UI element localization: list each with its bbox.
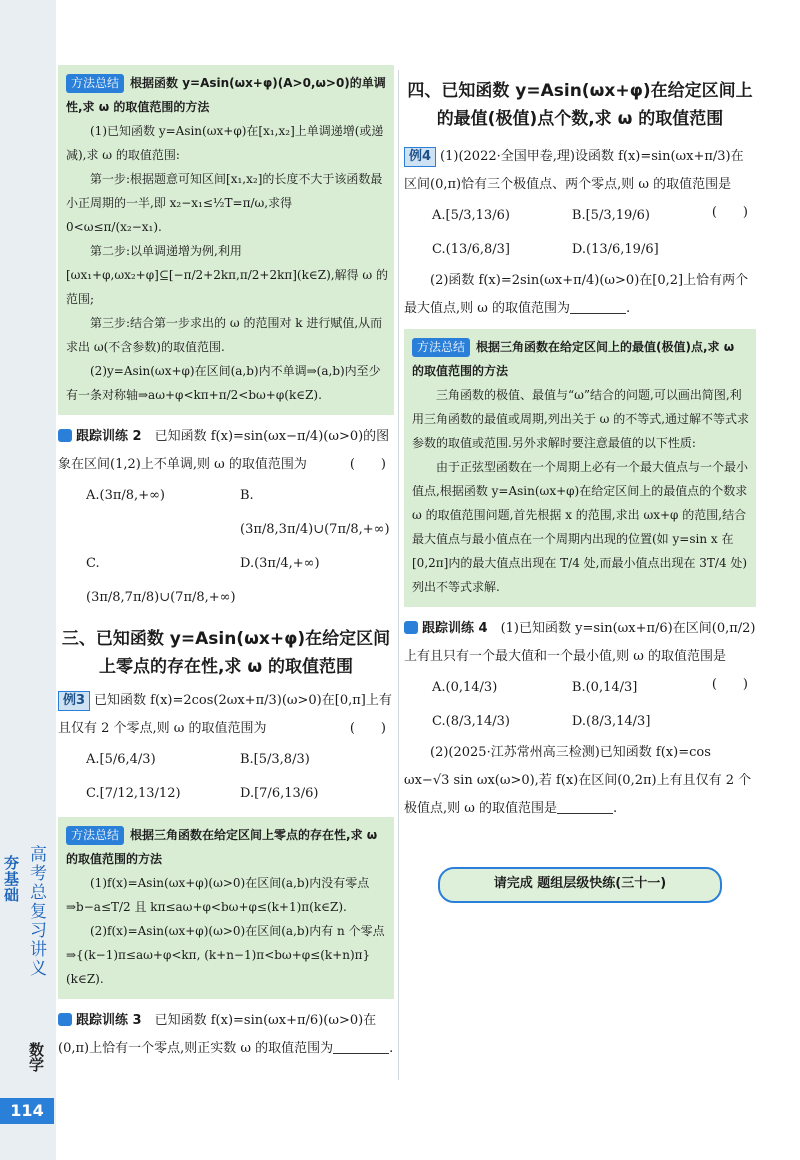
option-b[interactable]: B.(3π/8,3π/4)∪(7π/8,+∞) (240, 488, 390, 537)
series-title: 高考总复习讲义 (26, 845, 46, 978)
method-line: (2)f(x)=Asin(ωx+φ)(ω>0)在区间(a,b)内有 n 个零点⇒{(k−1)π≤aω+φ<kπ, (k+n−1)π<bω+φ≤(k+n)π}(k∈Z). (66, 924, 385, 986)
option-a[interactable]: A.[5/6,4/3) (86, 752, 156, 767)
option-a[interactable]: A.[5/3,13/6) (432, 208, 510, 223)
method-tag: 方法总结 (66, 74, 124, 93)
column-divider (398, 70, 399, 1080)
option-d[interactable]: D.[7/6,13/6) (240, 786, 319, 801)
section-3-heading: 三、已知函数 y=Asin(ωx+φ)在给定区间上零点的存在性,求 ω 的取值范围 (61, 629, 391, 677)
options-track2 (58, 479, 394, 615)
track-training-3: 跟踪训练 3 已知函数 f(x)=sin(ωx+π/6)(ω>0)在(0,π)上恰有一个零点,则正实数 ω 的取值范围为 . (58, 1013, 394, 1056)
method-line: 三角函数的极值、最值与“ω”结合的问题,可以画出简图,利用三角函数的最值或周期,列出关于 ω 的不等式,通过解不等式求参数的取值或范围.另外求解时要注意最值的以下性质: (412, 388, 750, 450)
pencil-icon (58, 1013, 72, 1026)
option-c[interactable]: C.(13/6,8/3] (432, 242, 511, 257)
option-a[interactable]: A.(0,14/3) (432, 680, 498, 695)
pencil-icon (58, 429, 72, 442)
page-number: 114 (0, 1098, 54, 1124)
example-3 (58, 687, 394, 743)
option-d[interactable]: D.(3π/4,+∞) (240, 556, 320, 571)
track-text: 已知函数 f(x)=sin(ωx+π/6)(ω>0)在(0,π)上恰有一个零点,则正实数 ω 的取值范围为 (58, 1013, 377, 1056)
method-line: (1)f(x)=Asin(ωx+φ)(ω>0)在区间(a,b)内没有零点⇒b−a≤T/2 且 kπ≤aω+φ<bω+φ≤(k+1)π(k∈Z). (66, 876, 370, 914)
track-text: 已知函数 f(x)=sin(ωx−π/4)(ω>0)的图象在区间(1,2)上不单调,则 ω 的取值范围为 (58, 429, 390, 472)
options-track4 (404, 671, 712, 739)
method-line: 由于正弦型函数在一个周期上必有一个最大值点与一个最小值点,根据函数 y=Asin(ωx+φ)在给定区间上的最值点的个数求 ω 的取值范围问题,首先根据 x 的范围,求出 ωx+φ 的范围,结合最大值点与最小值点在一个周期内出现的位置(如 y=sin x 在[0,2π]内的最大值点出现在 T/4 处,而最小值点出现在 3T/4 处)列出不等式求解. (412, 460, 749, 594)
track-training-2 (58, 423, 394, 479)
track-part2: (2)(2025·江苏常州高三检测)已知函数 f(x)=cos ωx−√3 sin ωx(ω>0),若 f(x)在区间(0,2π)上有且仅有 2 个极值点,则 ω 的取值范围是 (404, 745, 752, 816)
subject-label: 数学 (27, 1042, 45, 1072)
method-line: (2)y=Asin(ωx+φ)在区间(a,b)内不单调⇒(a,b)内至少有一条对称轴⇒aω+φ<kπ+π/2<bω+φ(k∈Z). (66, 364, 381, 402)
option-c[interactable]: C.(3π/8,7π/8)∪(7π/8,+∞) (86, 556, 236, 605)
right-column (404, 65, 756, 903)
example-text: 已知函数 f(x)=2cos(2ωx+π/3)(ω>0)在[0,π]上有且仅有 2 个零点,则 ω 的取值范围为 (58, 693, 392, 736)
brand-label: 夯基础 (2, 855, 20, 903)
answer-blank[interactable] (557, 799, 613, 814)
options-example4 (404, 199, 712, 267)
method-summary-monotonicity (58, 65, 394, 415)
method-line: 第一步:根据题意可知区间[x₁,x₂]的长度不大于该函数最小正周期的一半,即 x₂−x₁≤½T=π/ω,求得 0<ω≤π/(x₂−x₁). (66, 172, 383, 234)
method-line: 第二步:以单调递增为例,利用[ωx₁+φ,ωx₂+φ]⊆[−π/2+2kπ,π/2+2kπ](k∈Z),解得 ω 的范围; (66, 244, 389, 306)
option-b[interactable]: B.[5/3,19/6) (571, 208, 650, 223)
track-label: 跟踪训练 4 (422, 621, 488, 636)
method-line: 第三步:结合第一步求出的 ω 的范围对 k 进行赋值,从而求出 ω(不含参数)的取值范围. (66, 316, 383, 354)
options-example3 (58, 743, 394, 811)
example-tag: 例3 (58, 691, 90, 711)
option-a[interactable]: A.(3π/8,+∞) (86, 488, 165, 503)
method-summary-zeros (58, 817, 394, 999)
option-d[interactable]: D.(8/3,14/3] (571, 714, 651, 729)
answer-paren: ( ) (349, 721, 386, 736)
pencil-icon (404, 621, 418, 634)
method-title: 根据三角函数在给定区间上零点的存在性,求 ω 的取值范围的方法 (66, 828, 378, 866)
answer-paren: ( ) (711, 677, 748, 692)
answer-blank[interactable] (333, 1039, 389, 1054)
method-title: 根据函数 y=Asin(ωx+φ)(A>0,ω>0)的单调性,求 ω 的取值范围的方法 (66, 76, 386, 114)
answer-paren: ( ) (349, 457, 386, 472)
example-4-part2: (2)函数 f(x)=2sin(ωx+π/4)(ω>0)在[0,2]上恰有两个最大值点,则 ω 的取值范围为 . (404, 273, 749, 316)
track-label: 跟踪训练 2 (76, 429, 142, 444)
track-label: 跟踪训练 3 (76, 1013, 142, 1028)
method-title: 根据三角函数在给定区间上的最值(极值)点,求 ω 的取值范围的方法 (412, 340, 735, 378)
section-4-heading: 四、已知函数 y=Asin(ωx+φ)在给定区间上的最值(极值)点个数,求 ω 的取值范围 (407, 81, 753, 129)
method-line: (1)已知函数 y=Asin(ωx+φ)在[x₁,x₂]上单调递增(或递减),求 ω 的取值范围: (66, 124, 384, 162)
method-tag: 方法总结 (412, 338, 470, 357)
option-c[interactable]: C.[7/12,13/12) (86, 786, 181, 801)
example-tag: 例4 (404, 147, 436, 167)
track-4-part2: (2)(2025·江苏常州高三检测)已知函数 f(x)=cos ωx−√3 sin ωx(ω>0),若 f(x)在区间(0,2π)上有且仅有 2 个极值点,则 ω 的取值范围是 . (404, 745, 752, 816)
example-part2: (2)函数 f(x)=2sin(ωx+π/4)(ω>0)在[0,2]上恰有两个最大值点,则 ω 的取值范围为 (404, 273, 749, 316)
answer-blank[interactable] (570, 299, 626, 314)
option-c[interactable]: C.(8/3,14/3) (432, 714, 511, 729)
option-d[interactable]: D.(13/6,19/6] (571, 242, 659, 257)
example-part1: (1)(2022·全国甲卷,理)设函数 f(x)=sin(ωx+π/3)在区间(0,π)恰有三个极值点、两个零点,则 ω 的取值范围是 (404, 149, 744, 192)
option-b[interactable]: B.(0,14/3] (571, 680, 638, 695)
option-b[interactable]: B.[5/3,8/3) (240, 752, 310, 767)
method-summary-extrema (404, 329, 756, 607)
practice-banner[interactable]: 请完成 题组层级快练(三十一) (438, 867, 722, 903)
track-part1: (1)已知函数 y=sin(ωx+π/6)在区间(0,π/2)上有且只有一个最大值和一个最小值,则 ω 的取值范围是 (404, 621, 756, 664)
left-column (58, 65, 394, 1063)
answer-paren: ( ) (711, 205, 748, 220)
method-tag: 方法总结 (66, 826, 124, 845)
page-sidebar (0, 0, 56, 1160)
